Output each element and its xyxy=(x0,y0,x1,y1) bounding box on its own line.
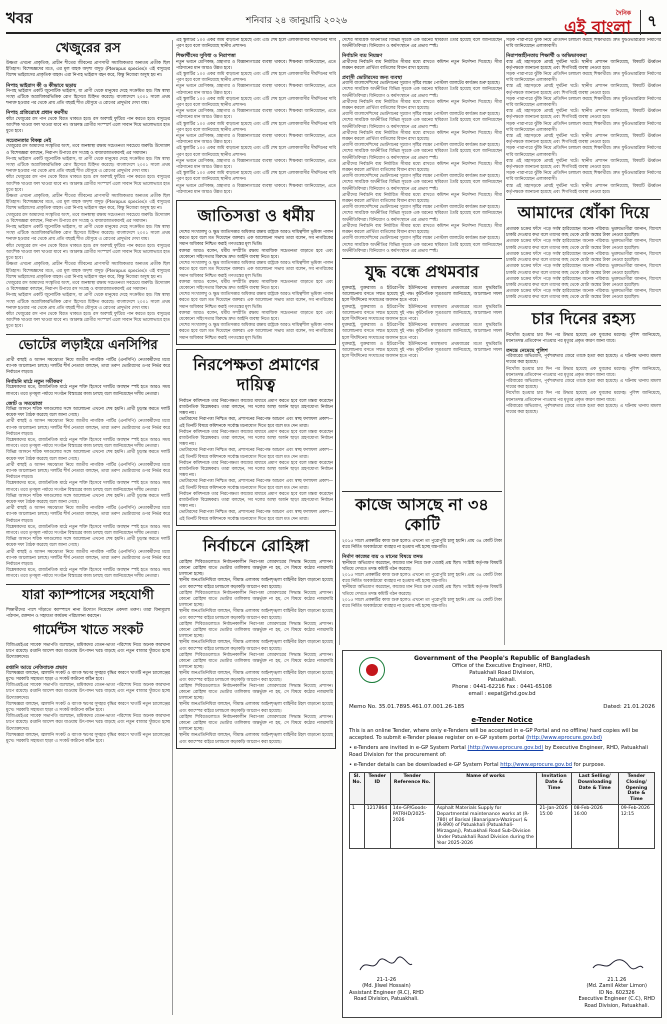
notice-para-3-text-b: for purpose. xyxy=(573,762,606,768)
article-body: প্রতারক চক্রের ফাঁদে পড়ে সর্বস্ব হারিয়েছেন অনেক পরিবার। ভুক্তভোগীরা জানান, বিদেশে চাকরি দেওয়ার কথা বলে তাদের কাছ থেকে মোটা অঙ্কের টাকা নেওয়া হয়েছিল। xyxy=(506,264,661,276)
article-body: বিভিন্ন আসনে শরিক দলগুলোর সঙ্গে আলোচনা এখনো শেষ হয়নি। প্রার্থী চূড়ান্ত করতে দলটি কয়েক দফা বৈঠক করেছে বলে জানা গেছে। xyxy=(6,537,170,549)
sig-right-name: (Md. Zamil Akter Limon) xyxy=(586,983,648,990)
article-box-rohingya xyxy=(176,530,336,749)
article-34-crore xyxy=(342,488,502,648)
article-body: প্রবাসী বাংলাদেশিদের ভোটদানের সুযোগ সৃষ্টির লক্ষ্যে পোস্টাল ব্যালটের কার্যক্রম শুরু হয়েছে। xyxy=(342,236,500,242)
signature-scribble-icon xyxy=(587,956,647,974)
article-body: নিখোঁজ হওয়ার চার দিন পর উদ্ধার হয়েছে এক যুবকের মরদেহ। পুলিশ জানিয়েছে, ময়নাতদন্ত প্রতিবেদন পাওয়ার পর মৃত্যুর প্রকৃত কারণ জানা যাবে। xyxy=(506,332,661,344)
article-body: বিশ্লেষকদের মতে, রাজনৈতিক মাঠে নতুন শক্তি হিসেবে দলটির অবস্থান স্পষ্ট হতে আরও সময় লাগবে। তবে তৃণমূল পর্যায়ে সংগঠন বিস্তারের কাজ চলছে বলে জানিয়েছেন দলীয় নেতারা। xyxy=(6,385,170,397)
article-body: প্রবাসী বাংলাদেশিদের ভোটদানের সুযোগ সৃষ্টির লক্ষ্যে পোস্টাল ব্যালটের কার্যক্রম শুরু হয়েছে। xyxy=(342,112,500,118)
article-body: শিক্ষার্থীদের পাশে দাঁড়াতে ক্যাম্পাসে নানা উদ্যোগ নিয়েছেন একদল তরুণ। তারা বিনামূল্যে পাঠদান, রক্তদান ও সহায়তা কার্যক্রম পরিচালনা করছেন। xyxy=(6,607,170,619)
th-reference: Tender Reference No. xyxy=(390,773,434,805)
article-body: প্রার্থীদের নির্বাচনি ব্যয় নির্ধারিত সীমার মধ্যে রাখতে কমিশন নতুন নির্দেশনা দিয়েছে। সীমা লঙ্ঘন করলে প্রার্থিতা বাতিলের বিধান রাখা হয়েছে। xyxy=(342,130,502,143)
headline-neutrality: নিরপেক্ষতা প্রমাণের দায়িত্ব xyxy=(193,354,319,394)
article-body: এই স্কুলটির ১০০ একর জমি বাড়ানো হয়েছে এবং এটি শেষ হলে এলাকাবাসীর দীর্ঘদিনের দাবি পূরণ হবে বলে জানিয়েছে স্থানীয় প্রশাসন। xyxy=(176,121,336,133)
article-body: দেশের সামগ্রিক অর্থনীতির বিভিন্ন সূচকে এক ধরনের স্থবিরতা তৈরি হয়েছে বলে জানিয়েছেন অর্থনীতিবিদরা। বিনিয়োগ ও কর্মসংস্থানে এর প্রভাব স্পষ্ট। xyxy=(342,118,502,130)
article-body: নিপাহ ভাইরাস একটি জুনোটিক ভাইরাস, যা প্রাণী থেকে মানুষের দেহে সংক্রমিত হয়। বিশ্ব স্বাস্থ্য সংস্থা এটিকে অগ্রাধিকারভিত্তিক রোগ হিসেবে চিহ্নিত করেছে। বাংলাদেশে ২০০১ সালে প্রথম শনাক্ত হওয়ার পর থেকে প্রায় প্রতি বছরই শীত মৌসুমে এ রোগের প্রাদুর্ভাব দেখা যায়। xyxy=(6,156,170,175)
article-subhead: নিপাহ ভাইরাস কী ও কীভাবে ছড়ায় xyxy=(6,82,77,89)
th-sl: Sl. No. xyxy=(350,773,365,805)
article-body: পরিবারের অভিযোগ, পূর্বশত্রুতার জেরে তাকে হত্যা করা হয়েছে। এ ঘটনায় থানায় মামলা দায়ের করা হয়েছে। xyxy=(506,378,661,391)
article-body: দেশের সামগ্রিক অর্থনীতির বিভিন্ন সূচকে এক ধরনের স্থবিরতা তৈরি হয়েছে বলে জানিয়েছেন অর্থনীতিবিদরা। বিনিয়োগ ও কর্মসংস্থানে এর প্রভাব স্পষ্ট। xyxy=(342,211,502,223)
article-body: এই স্কুলটির ১০০ একর জমি বাড়ানো হয়েছে এবং এটি শেষ হলে এলাকাবাসীর দীর্ঘদিনের দাবি পূরণ হবে বলে জানিয়েছে স্থানীয় প্রশাসন। xyxy=(176,38,336,50)
article-body: বক্তারা আরও বলেন, ধর্মীয় সম্প্রীতি রক্ষায় সামাজিক সচেতনতা বাড়াতে হবে এবং যেকোনো সহিংসতার বিরুদ্ধে দ্রুত আইনি ব্যবস্থা নিতে হবে। xyxy=(179,279,333,291)
emblem-dot xyxy=(366,664,378,676)
article-body: নতুন ভবনে শ্রেণিকক্ষ, গ্রন্থাগার ও বিজ্ঞানাগারের ব্যবস্থা থাকবে। শিক্ষকরা জানিয়েছেন, এতে পাঠদানের মান আরও উন্নত হবে। xyxy=(176,158,336,171)
tender-table xyxy=(349,772,655,849)
article-body: ভোটারদের নিরাপত্তা নিশ্চিত করা, প্রশাসনের নিরপেক্ষ আচরণ এবং স্বচ্ছ ফলাফল প্রকাশ—এই তিনটি বিষয়ে কমিশনকে সর্বোচ্চ মনোযোগ দিতে হবে বলে মত দেন তারা। xyxy=(179,448,333,460)
article-separator xyxy=(342,258,502,259)
article-body: যুক্তরাষ্ট্র, যুক্তরাজ্য ও ইউরোপীয় ইউনিয়নের মধ্যস্থতায় প্রথমবারের মতো যুদ্ধবিরতি আলোচনায় বসতে সম্মত হয়েছে দুই পক্ষ। কূটনৈতিক সূত্রগুলো জানিয়েছে, আলোচনা সফল হলে দীর্ঘদিনের সংঘাতের অবসান হতে পারে। xyxy=(342,304,502,322)
article-body: ব্যস্ত এই মহাসড়কে প্রায়ই দুর্ঘটনা ঘটে। স্থানীয় প্রশাসন জানিয়েছে, বিষয়টি ঊর্ধ্বতন কর্তৃপক্ষকে জানানো হয়েছে এবং শিগগিরই ব্যবস্থা নেওয়া হবে। xyxy=(506,158,661,171)
article-body: প্রবাসী বাংলাদেশিদের ভোটদানের সুযোগ সৃষ্টির লক্ষ্যে পোস্টাল ব্যালটের কার্যক্রম শুরু হয়েছে। xyxy=(342,174,500,180)
page-header xyxy=(6,6,661,38)
article-body: খেজুরের রস আমাদের সংস্কৃতির অংশ, তবে জনস্বাস্থ্য রক্ষায় সচেতনতা সবচেয়ে জরুরি। উদ্যোক্তা ও বিশেষজ্ঞরা বলছেন, নিরাপদ উপায়ে রস সংগ্রহ ও বাজারজাতকরণই এর সমাধান। xyxy=(6,212,170,224)
cell-invitation: 21-Jan-2026 15:00 xyxy=(537,804,571,848)
article-body: নির্বাচন কমিশনকে তার নিরপেক্ষতা কাজের মাধ্যমে প্রমাণ করতে হবে বলে মন্তব্য করেছেন রাজনৈতিক বিশ্লেষকরা। তারা বলছেন, সব দলের আস্থা অর্জন ছাড়া গ্রহণযোগ্য নির্বাচন সম্ভব নয়। xyxy=(179,429,333,448)
article-body: বিশ্লেষকদের মতে, রাজনৈতিক মাঠে নতুন শক্তি হিসেবে দলটির অবস্থান স্পষ্ট হতে আরও সময় লাগবে। তবে তৃণমূল পর্যায়ে সংগঠন বিস্তারের কাজ চলছে বলে জানিয়েছেন দলীয় নেতারা। xyxy=(6,568,170,580)
article-body: প্রতারক চক্রের ফাঁদে পড়ে সর্বস্ব হারিয়েছেন অনেক পরিবার। ভুক্তভোগীরা জানান, বিদেশে চাকরি দেওয়ার কথা বলে তাদের কাছ থেকে মোটা অঙ্কের টাকা নেওয়া হয়েছিল। xyxy=(506,289,661,301)
article-body: বিশেষজ্ঞরা বলছেন, জ্বালানি সংকট ও ব্যাংক ঋণের সুদহার বৃদ্ধির কারণে খাতটি নতুন চ্যালেঞ্জের মুখে। সরকারি সহায়তা ছাড়া এ সংকট কাটানো কঠিন হবে। xyxy=(6,732,170,745)
notice-para-2: • e-Tenders are invited in e-GP System Portal (http://www.eprocure.gov.bd) by Executive Engineer, RHD, Patuakhali Road Division for the procurement of: xyxy=(349,745,649,758)
signature-scribble-icon xyxy=(356,956,416,974)
article-body: সড়ক পারাপারে ঝুঁকি নিয়ে প্রতিদিন চলাচল করছে শিক্ষার্থীরা। দ্রুত ফুটওভারব্রিজ নির্মাণের দাবি জানিয়েছেন এলাকাবাসী। xyxy=(506,121,661,133)
article-body: নির্বাচন কমিশনকে তার নিরপেক্ষতা কাজের মাধ্যমে প্রমাণ করতে হবে বলে মন্তব্য করেছেন রাজনৈতিক বিশ্লেষকরা। তারা বলছেন, সব দলের আস্থা অর্জন ছাড়া গ্রহণযোগ্য নির্বাচন সম্ভব নয়। xyxy=(179,460,333,479)
notice-para-1-text: This is an online Tender, where only e-Tenders will be accepted in e-GP Portal and no offline/ hard copies will be accepted. To submit e-Tender please register on e-GP system portal xyxy=(349,728,639,741)
article-body: নিপাহ ভাইরাস একটি জুনোটিক ভাইরাস, যা প্রাণী থেকে মানুষের দেহে সংক্রমিত হয়। বিশ্ব স্বাস্থ্য সংস্থা এটিকে অগ্রাধিকারভিত্তিক রোগ হিসেবে চিহ্নিত করেছে। বাংলাদেশে ২০০১ সালে প্রথম শনাক্ত হওয়ার পর থেকে প্রায় প্রতি বছরই শীত মৌসুমে এ রোগের প্রাদুর্ভাব দেখা যায়। xyxy=(6,293,170,311)
article-body: যুক্তরাষ্ট্র, যুক্তরাজ্য ও ইউরোপীয় ইউনিয়নের মধ্যস্থতায় প্রথমবারের মতো যুদ্ধবিরতি আলোচনায় বসতে সম্মত হয়েছে দুই পক্ষ। কূটনৈতিক সূত্রগুলো জানিয়েছে, আলোচনা সফল হলে দীর্ঘদিনের সংঘাতের অবসান হতে পারে। xyxy=(342,341,502,360)
article-body: প্রার্থীদের নির্বাচনি ব্যয় নির্ধারিত সীমার মধ্যে রাখতে কমিশন নতুন নির্দেশনা দিয়েছে। সীমা লঙ্ঘন করলে প্রার্থিতা বাতিলের বিধান রাখা হয়েছে। xyxy=(342,223,502,236)
article-body: ২০১৫ সালে প্রকল্পটির কাজ শুরু হলেও এখনো তা পুরোপুরি চালু হয়নি। প্রায় ৩৪ কোটি টাকা ব্যয়ে নির্মিত অবকাঠামো ব্যবহার না হওয়ায় নষ্ট হচ্ছে যন্ত্রপাতি। xyxy=(342,573,502,585)
article-body: পরিবারের অভিযোগ, পূর্বশত্রুতার জেরে তাকে হত্যা করা হয়েছে। এ ঘটনায় থানায় মামলা দায়ের করা হয়েছে। xyxy=(506,354,661,366)
article-subhead: নির্বাচনি মাঠে নতুন সমীকরণ xyxy=(6,379,63,386)
egp-link[interactable]: http://www.eprocure.gov.bd xyxy=(500,762,573,768)
article-body: সড়ক পারাপারে ঝুঁকি নিয়ে প্রতিদিন চলাচল করছে শিক্ষার্থীরা। দ্রুত ফুটওভারব্রিজ নির্মাণের দাবি জানিয়েছেন এলাকাবাসী। xyxy=(506,96,661,109)
sig-left-name: (Md. Jilwel Hossain) xyxy=(362,983,411,990)
signature-block xyxy=(349,956,655,1009)
gov-line-4: Patuakhali. xyxy=(487,677,517,683)
notice-para-3-text: e-Tender details can be downloaded e-GP System Portal xyxy=(353,762,499,768)
article-separator xyxy=(506,199,661,200)
tender-table-header xyxy=(350,773,655,805)
article-body: প্রবাসী বাংলাদেশিদের ভোটদানের সুযোগ সৃষ্টির লক্ষ্যে পোস্টাল ব্যালটের কার্যক্রম শুরু হয়েছে। xyxy=(342,205,500,211)
article-body: প্রবাসী বাংলাদেশিদের ভোটদানের সুযোগ সৃষ্টির লক্ষ্যে পোস্টাল ব্যালটের কার্যক্রম শুরু হয়েছে। xyxy=(342,81,500,87)
page-number: ৭ xyxy=(640,10,657,35)
article-body: নতুন ভবনে শ্রেণিকক্ষ, গ্রন্থাগার ও বিজ্ঞানাগারের ব্যবস্থা থাকবে। শিক্ষকরা জানিয়েছেন, এতে পাঠদানের মান আরও উন্নত হবে। xyxy=(176,84,336,96)
article-body: খেজুরের রস আমাদের সংস্কৃতির অংশ, তবে জনস্বাস্থ্য রক্ষায় সচেতনতা সবচেয়ে জরুরি। উদ্যোক্তা ও বিশেষজ্ঞরা বলছেন, নিরাপদ উপায়ে রস সংগ্রহ ও বাজারজাতকরণই এর সমাধান। xyxy=(6,280,170,293)
headline-date-juice: খেজুরের রস xyxy=(55,41,121,56)
article-body: দেশের সামগ্রিক অর্থনীতির বিভিন্ন সূচকে এক ধরনের স্থবিরতা তৈরি হয়েছে বলে জানিয়েছেন অর্থনীতিবিদরা। বিনিয়োগ ও কর্মসংস্থানে এর প্রভাব স্পষ্ট। xyxy=(342,180,502,192)
signature-right xyxy=(578,956,655,1009)
headline-ncp: ভোটের লড়াইয়ে এনসিপির xyxy=(18,337,158,353)
issue-date: শনিবার ২৪ জানুয়ারি ২০২৬ xyxy=(246,16,347,26)
article-body: দেশের সংখ্যালঘু ও ক্ষুদ্র জাতিসত্তার অধিকার রক্ষায় রাষ্ট্রকে আরও দায়িত্বশীল ভূমিকা পালন করতে হবে বলে মত দিয়েছেন বক্তারা। এক আলোচনা সভায় তারা বলেন, সব নাগরিকের সমান অধিকার নিশ্চিত করাই গণতন্ত্রের মূল ভিত্তি। xyxy=(179,230,333,248)
article-body: যুক্তরাষ্ট্র, যুক্তরাজ্য ও ইউরোপীয় ইউনিয়নের মধ্যস্থতায় প্রথমবারের মতো যুদ্ধবিরতি আলোচনায় বসতে সম্মত হয়েছে দুই পক্ষ। কূটনৈতিক সূত্রগুলো জানিয়েছে, আলোচনা সফল হলে দীর্ঘদিনের সংঘাতের অবসান হতে পারে। xyxy=(342,285,502,304)
article-body: প্রতারক চক্রের ফাঁদে পড়ে সর্বস্ব হারিয়েছেন অনেক পরিবার। ভুক্তভোগীরা জানান, বিদেশে চাকরি দেওয়ার কথা বলে তাদের কাছ থেকে মোটা অঙ্কের টাকা নেওয়া হয়েছিল। xyxy=(506,239,661,251)
article-body: প্রার্থীদের নির্বাচনি ব্যয় নির্ধারিত সীমার মধ্যে রাখতে কমিশন নতুন নির্দেশনা দিয়েছে। সীমা লঙ্ঘন করলে প্রার্থিতা বাতিলের বিধান রাখা হয়েছে। xyxy=(342,161,502,174)
article-body: নিপাহ ভাইরাস একটি জুনোটিক ভাইরাস, যা প্রাণী থেকে মানুষের দেহে সংক্রমিত হয়। বিশ্ব স্বাস্থ্য সংস্থা এটিকে অগ্রাধিকারভিত্তিক রোগ হিসেবে চিহ্নিত করেছে। বাংলাদেশে ২০০১ সালে প্রথম শনাক্ত হওয়ার পর থেকে প্রায় প্রতি বছরই শীত মৌসুমে এ রোগের প্রাদুর্ভাব দেখা যায়। xyxy=(6,88,170,107)
cell-reference: 14e-GP/Goods-PATRHD/2025-2026 xyxy=(390,804,434,848)
headline-34-crore: কাজে আসছে না ৩৪ কোটি xyxy=(355,495,489,534)
article-body: প্রার্থীদের নির্বাচনি ব্যয় নির্ধারিত সীমার মধ্যে রাখতে কমিশন নতুন নির্দেশনা দিয়েছে। সীমা লঙ্ঘন করলে প্রার্থিতা বাতিলের বিধান রাখা হয়েছে। xyxy=(342,59,502,71)
article-body: ব্যস্ত এই মহাসড়কে প্রায়ই দুর্ঘটনা ঘটে। স্থানীয় প্রশাসন জানিয়েছে, বিষয়টি ঊর্ধ্বতন কর্তৃপক্ষকে জানানো হয়েছে এবং শিগগিরই ব্যবস্থা নেওয়া হবে। xyxy=(506,84,661,96)
masthead-logo-text: এই বাংলা xyxy=(564,18,631,38)
etender-notice xyxy=(342,650,662,1018)
article-body: প্রার্থী বাছাই ও আসন সমঝোতা নিয়ে জাতীয় নাগরিক পার্টির (এনসিপি) নেতাকর্মীদের মধ্যে ব্যাপক আলোচনা চলছে। দলটির শীর্ষ নেতারা বলছেন, তারা তরুণ ভোটারদের ওপর নির্ভর করে নির্বাচনে লড়বে। xyxy=(6,357,170,375)
th-works: Name of works xyxy=(434,773,537,805)
cell-tender-id: 1217864 xyxy=(364,804,390,848)
notice-para-2-text: e-Tenders are invited in e-GP System Portal xyxy=(353,745,466,751)
sig-right-date: 21.1.26 xyxy=(607,976,627,983)
article-body: এই স্কুলটির ১০০ একর জমি বাড়ানো হয়েছে এবং এটি শেষ হলে এলাকাবাসীর দীর্ঘদিনের দাবি পূরণ হবে বলে জানিয়েছে স্থানীয় প্রশাসন। xyxy=(176,171,336,183)
article-body: এই স্কুলটির ১০০ একর জমি বাড়ানো হয়েছে এবং এটি শেষ হলে এলাকাবাসীর দীর্ঘদিনের দাবি পূরণ হবে বলে জানিয়েছে স্থানীয় প্রশাসন। xyxy=(176,72,336,84)
article-separator xyxy=(6,584,170,585)
memo-line xyxy=(349,704,655,711)
gov-line-2: Office of the Executive Engineer, RHD, xyxy=(451,663,553,669)
article-body: রোহিঙ্গা শিবিরগুলোতে নির্বাচনকালীন নিরাপত্তা জোরদারের সিদ্ধান্ত নিয়েছে প্রশাসন। কোনো রোহিঙ্গা যাতে ভোটার তালিকায় অন্তর্ভুক্ত না হয়, সে বিষয়ে কঠোর নজরদারি চালানো হচ্ছে। xyxy=(179,714,333,733)
article-body: ভোটারদের নিরাপত্তা নিশ্চিত করা, প্রশাসনের নিরপেক্ষ আচরণ এবং স্বচ্ছ ফলাফল প্রকাশ—এই তিনটি বিষয়ে কমিশনকে সর্বোচ্চ মনোযোগ দিতে হবে বলে মত দেন তারা। xyxy=(179,417,333,429)
headline-fraud: আমাদের ধোঁকা দিয়ে xyxy=(517,203,650,223)
article-body: এই স্কুলটির ১০০ একর জমি বাড়ানো হয়েছে এবং এটি শেষ হলে এলাকাবাসীর দীর্ঘদিনের দাবি পূরণ হবে বলে জানিয়েছে স্থানীয় প্রশাসন। xyxy=(176,96,336,109)
article-body: প্রার্থী বাছাই ও আসন সমঝোতা নিয়ে জাতীয় নাগরিক পার্টির (এনসিপি) নেতাকর্মীদের মধ্যে ব্যাপক আলোচনা চলছে। দলটির শীর্ষ নেতারা বলছেন, তারা তরুণ ভোটারদের ওপর নির্ভর করে নির্বাচনে লড়বে। xyxy=(6,462,170,481)
egp-link[interactable]: (http://www.eprocure.gov.bd) xyxy=(526,735,603,741)
th-last-selling: Last Selling/ Downloading Date & Time xyxy=(571,773,618,805)
article-body: প্রবাসী বাংলাদেশিদের ভোটদানের সুযোগ সৃষ্টির লক্ষ্যে পোস্টাল ব্যালটের কার্যক্রম শুরু হয়েছে। xyxy=(342,143,500,149)
article-body: এই স্কুলটির ১০০ একর জমি বাড়ানো হয়েছে এবং এটি শেষ হলে এলাকাবাসীর দীর্ঘদিনের দাবি পূরণ হবে বলে জানিয়েছে স্থানীয় প্রশাসন। xyxy=(176,146,336,158)
notice-para-2-text-b: by Executive Engineer, RHD, Patuakhali Road Division for the procurement of: xyxy=(349,745,649,758)
egp-link[interactable]: (http://www.eprocure.gov.bd) xyxy=(467,745,544,751)
article-body: সড়ক পারাপারে ঝুঁকি নিয়ে প্রতিদিন চলাচল করছে শিক্ষার্থীরা। দ্রুত ফুটওভারব্রিজ নির্মাণের দাবি জানিয়েছেন এলাকাবাসী। xyxy=(506,146,661,158)
government-emblem-icon xyxy=(359,657,385,683)
article-body: প্রতারক চক্রের ফাঁদে পড়ে সর্বস্ব হারিয়েছেন অনেক পরিবার। ভুক্তভোগীরা জানান, বিদেশে চাকরি দেওয়ার কথা বলে তাদের কাছ থেকে মোটা অঙ্কের টাকা নেওয়া হয়েছিল। xyxy=(506,276,661,288)
cell-last-selling: 08-Feb-2026 16:00 xyxy=(571,804,618,848)
column-2 xyxy=(176,38,336,998)
article-body: নিখোঁজ হওয়ার চার দিন পর উদ্ধার হয়েছে এক যুবকের মরদেহ। পুলিশ জানিয়েছে, ময়নাতদন্ত প্রতিবেদন পাওয়ার পর মৃত্যুর প্রকৃত কারণ জানা যাবে। xyxy=(506,391,661,403)
article-body: সড়ক পারাপারে ঝুঁকি নিয়ে প্রতিদিন চলাচল করছে শিক্ষার্থীরা। দ্রুত ফুটওভারব্রিজ নির্মাণের দাবি জানিয়েছেন এলাকাবাসী। xyxy=(506,72,661,84)
article-body: নতুন ভবনে শ্রেণিকক্ষ, গ্রন্থাগার ও বিজ্ঞানাগারের ব্যবস্থা থাকবে। শিক্ষকরা জানিয়েছেন, এতে পাঠদানের মান আরও উন্নত হবে। xyxy=(176,59,336,71)
article-subhead: রপ্তানি আয়ে নেতিবাচক প্রভাব xyxy=(6,664,68,671)
sig-left-office: Road Division, Patuakhali. xyxy=(354,996,419,1003)
article-body: পরিবারের অভিযোগ, পূর্বশত্রুতার জেরে তাকে হত্যা করা হয়েছে। এ ঘটনায় থানায় মামলা দায়ের করা হয়েছে। xyxy=(506,403,661,415)
article-body: কাঁচা খেজুরের রস পান থেকে বিরত থাকতে হবে। রস অবশ্যই ফুটিয়ে পান করতে হবে। বাদুড়ের আংশিক খাওয়া ফল খাওয়া যাবে না। আক্রান্ত রোগীর সংস্পর্শে এলে সাবান দিয়ে ভালোভাবে হাত ধুতে হবে। xyxy=(6,311,170,330)
article-body: রোহিঙ্গা শিবিরগুলোতে নির্বাচনকালীন নিরাপত্তা জোরদারের সিদ্ধান্ত নিয়েছে প্রশাসন। কোনো রোহিঙ্গা যাতে ভোটার তালিকায় অন্তর্ভুক্ত না হয়, সে বিষয়ে কঠোর নজরদারি চালানো হচ্ছে। xyxy=(179,652,333,671)
article-body: সড়ক পারাপারে ঝুঁকি নিয়ে প্রতিদিন চলাচল করছে শিক্ষার্থীরা। দ্রুত ফুটওভারব্রিজ নির্মাণের দাবি জানিয়েছেন এলাকাবাসী। xyxy=(506,38,661,50)
column-1 xyxy=(6,38,170,1018)
article-body: রোহিঙ্গা শিবিরগুলোতে নির্বাচনকালীন নিরাপত্তা জোরদারের সিদ্ধান্ত নিয়েছে প্রশাসন। কোনো রোহিঙ্গা যাতে ভোটার তালিকায় অন্তর্ভুক্ত না হয়, সে বিষয়ে কঠোর নজরদারি চালানো হচ্ছে। xyxy=(179,621,333,640)
article-body: প্রার্থী বাছাই ও আসন সমঝোতা নিয়ে জাতীয় নাগরিক পার্টির (এনসিপি) নেতাকর্মীদের মধ্যে ব্যাপক আলোচনা চলছে। দলটির শীর্ষ নেতারা বলছেন, তারা তরুণ ভোটারদের ওপর নির্ভর করে নির্বাচনে লড়বে। xyxy=(6,419,170,437)
cell-sl: 1 xyxy=(350,804,365,848)
article-body: ব্যস্ত এই মহাসড়কে প্রায়ই দুর্ঘটনা ঘটে। স্থানীয় প্রশাসন জানিয়েছে, বিষয়টি ঊর্ধ্বতন কর্তৃপক্ষকে জানানো হয়েছে এবং শিগগিরই ব্যবস্থা নেওয়া হবে। xyxy=(506,183,661,195)
article-subhead: নির্বাচনি ব্যয় নিয়ন্ত্রণ xyxy=(342,53,383,60)
article-body: বক্তারা আরও বলেন, ধর্মীয় সম্প্রীতি রক্ষায় সামাজিক সচেতনতা বাড়াতে হবে এবং যেকোনো সহিংসতার বিরুদ্ধে দ্রুত আইনি ব্যবস্থা নিতে হবে। xyxy=(179,248,333,260)
article-body: নতুন ভবনে শ্রেণিকক্ষ, গ্রন্থাগার ও বিজ্ঞানাগারের ব্যবস্থা থাকবে। শিক্ষকরা জানিয়েছেন, এতে পাঠদানের মান আরও উন্নত হবে। xyxy=(176,134,336,146)
article-body: উষ্ণতা এখনো প্রাকৃতিক, প্রাচীন শীতের জীবনের প্রাণসাথী সমাজিকতার অন্যতম প্রতীক ছিল ইতিহাস। বিশেষজ্ঞদের মতে, এর মূল বাহক অদৃশ্য বাদুড় (Pteropus species)। এই বাদুড়ের বিশেষ ভাইরাসের প্রাকৃতিক বাহক। এরা নিপাহ ভাইরাস বহন করে, কিন্তু নিজেরা অসুস্থ হয় না। xyxy=(6,262,170,280)
office-phone: Phone : 0441-62216 Fax : 0441-65108 xyxy=(452,684,552,690)
notice-para-1 xyxy=(349,728,655,742)
article-body: খেজুরের রস আমাদের সংস্কৃতির অংশ, তবে জনস্বাস্থ্য রক্ষায় সচেতনতা সবচেয়ে জরুরি। উদ্যোক্তা ও বিশেষজ্ঞরা বলছেন, নিরাপদ উপায়ে রস সংগ্রহ ও বাজারজাতকরণই এর সমাধান। xyxy=(6,144,170,156)
article-body: স্থানীয় জনপ্রতিনিধিরা বলছেন, সীমান্ত এলাকায় আইনশৃঙ্খলা বাহিনীর টহল বাড়ানো হয়েছে এবং ক্যাম্পের বাইরে চলাচলে কড়াকড়ি আরোপ করা হয়েছে। xyxy=(179,578,333,590)
article-body: কাঁচা খেজুরের রস পান থেকে বিরত থাকতে হবে। রস অবশ্যই ফুটিয়ে পান করতে হবে। বাদুড়ের আংশিক খাওয়া ফল খাওয়া যাবে না। আক্রান্ত রোগীর সংস্পর্শে এলে সাবান দিয়ে ভালোভাবে হাত ধুতে হবে। xyxy=(6,175,170,193)
article-subhead: তদন্তে নেমেছে পুলিশ xyxy=(506,347,548,354)
sig-right-title: Executive Engineer (C.C), RHD xyxy=(578,996,655,1003)
article-body: উষ্ণতা এখনো প্রাকৃতিক, প্রাচীন শীতের জীবনের প্রাণসাথী সমাজিকতার অন্যতম প্রতীক ছিল ইতিহাস। বিশেষজ্ঞদের মতে, এর মূল বাহক অদৃশ্য বাদুড় (Pteropus species)। এই বাদুড়ের বিশেষ ভাইরাসের প্রাকৃতিক বাহক। এরা নিপাহ ভাইরাস বহন করে, কিন্তু নিজেরা অসুস্থ হয় না। xyxy=(6,194,170,212)
article-body: স্থানীয় জনপ্রতিনিধিরা বলছেন, সীমান্ত এলাকায় আইনশৃঙ্খলা বাহিনীর টহল বাড়ানো হয়েছে এবং ক্যাম্পের বাইরে চলাচলে কড়াকড়ি আরোপ করা হয়েছে। xyxy=(179,671,333,683)
cell-closing: 09-Feb-2026 12:15 xyxy=(618,804,654,848)
article-body: বিজিএমইএর সাবেক সভাপতি বলেছেন, শ্রমিকদের বেতন-ভাতা পরিশোধ নিয়ে অনেক কারখানা চাপে রয়েছে। রপ্তানি আদেশ কমে যাওয়ায় উৎপাদন খরচ বাড়ছে এবং নতুন বাজার খুঁজতে হচ্ছে উদ্যোক্তাদের। xyxy=(6,714,170,732)
article-body: বিভিন্ন আসনে শরিক দলগুলোর সঙ্গে আলোচনা এখনো শেষ হয়নি। প্রার্থী চূড়ান্ত করতে দলটি কয়েক দফা বৈঠক করেছে বলে জানা গেছে। xyxy=(6,450,170,462)
article-body: সড়ক পারাপারে ঝুঁকি নিয়ে প্রতিদিন চলাচল করছে শিক্ষার্থীরা। দ্রুত ফুটওভারব্রিজ নির্মাণের দাবি জানিয়েছেন এলাকাবাসী। xyxy=(506,171,661,183)
article-body: কাঁচা খেজুরের রস পান থেকে বিরত থাকতে হবে। রস অবশ্যই ফুটিয়ে পান করতে হবে। বাদুড়ের আংশিক খাওয়া ফল খাওয়া যাবে না। আক্রান্ত রোগীর সংস্পর্শে এলে সাবান দিয়ে ভালোভাবে হাত ধুতে হবে। xyxy=(6,243,170,262)
gov-line-1: Government of the People's Republic of Bangladesh xyxy=(413,655,591,662)
article-subhead: জোট ও সমঝোতা xyxy=(6,400,43,407)
notice-para-3: • e-Tender details can be downloaded e-GP System Portal http://www.eprocure.gov.bd for purpose. xyxy=(349,762,606,768)
article-body: স্থানীয় জনপ্রতিনিধিরা বলছেন, সীমান্ত এলাকায় আইনশৃঙ্খলা বাহিনীর টহল বাড়ানো হয়েছে এবং ক্যাম্পের বাইরে চলাচলে কড়াকড়ি আরোপ করা হয়েছে। xyxy=(179,609,333,621)
headline-war-stop: যুদ্ধ বন্ধে প্রথমবার xyxy=(365,261,479,281)
article-body: বিশেষজ্ঞরা বলছেন, জ্বালানি সংকট ও ব্যাংক ঋণের সুদহার বৃদ্ধির কারণে খাতটি নতুন চ্যালেঞ্জের মুখে। সরকারি সহায়তা ছাড়া এ সংকট কাটানো কঠিন হবে। xyxy=(6,670,170,683)
article-body: বিশ্লেষকদের মতে, রাজনৈতিক মাঠে নতুন শক্তি হিসেবে দলটির অবস্থান স্পষ্ট হতে আরও সময় লাগবে। তবে তৃণমূল পর্যায়ে সংগঠন বিস্তারের কাজ চলছে বলে জানিয়েছেন দলীয় নেতারা। xyxy=(6,524,170,537)
column-divider xyxy=(504,40,505,645)
article-body: ২০১৫ সালে প্রকল্পটির কাজ শুরু হলেও এখনো তা পুরোপুরি চালু হয়নি। প্রায় ৩৪ কোটি টাকা ব্যয়ে নির্মিত অবকাঠামো ব্যবহার না হওয়ায় নষ্ট হচ্ছে যন্ত্রপাতি। xyxy=(342,539,502,551)
article-separator xyxy=(506,305,661,306)
headline-rohingya: নির্বাচনে রোহিঙ্গা xyxy=(202,535,310,555)
article-body: দেশের সামগ্রিক অর্থনীতির বিভিন্ন সূচকে এক ধরনের স্থবিরতা তৈরি হয়েছে বলে জানিয়েছেন অর্থনীতিবিদরা। বিনিয়োগ ও কর্মসংস্থানে এর প্রভাব স্পষ্ট। xyxy=(342,149,502,161)
column-divider xyxy=(339,40,340,645)
section-label: খবর xyxy=(6,8,33,27)
article-body: বিশ্লেষকদের মতে, রাজনৈতিক মাঠে নতুন শক্তি হিসেবে দলটির অবস্থান স্পষ্ট হতে আরও সময় লাগবে। তবে তৃণমূল পর্যায়ে সংগঠন বিস্তারের কাজ চলছে বলে জানিয়েছেন দলীয় নেতারা। xyxy=(6,481,170,493)
article-subhead: নির্মাণ কাজের ব্যয় ও মানের বিষয়ে তদন্ত xyxy=(342,554,423,561)
memo-number: Memo No. 35.01.7895.461.07.001.26-185 xyxy=(349,704,465,710)
article-body: নতুন ভবনে শ্রেণিকক্ষ, গ্রন্থাগার ও বিজ্ঞানাগারের ব্যবস্থা থাকবে। শিক্ষকরা জানিয়েছেন, এতে পাঠদানের মান আরও উন্নত হবে। xyxy=(176,109,336,121)
article-subhead: নিরাপত্তাহীনতায় শিক্ষার্থী ও অভিভাবকরা xyxy=(506,53,587,60)
article-body: প্রতারক চক্রের ফাঁদে পড়ে সর্বস্ব হারিয়েছেন অনেক পরিবার। ভুক্তভোগীরা জানান, বিদেশে চাকরি দেওয়ার কথা বলে তাদের কাছ থেকে মোটা অঙ্কের টাকা নেওয়া হয়েছিল। xyxy=(506,227,661,239)
article-body: বিভিন্ন আসনে শরিক দলগুলোর সঙ্গে আলোচনা এখনো শেষ হয়নি। প্রার্থী চূড়ান্ত করতে দলটি কয়েক দফা বৈঠক করেছে বলে জানা গেছে। xyxy=(6,493,170,505)
column-4 xyxy=(506,38,661,648)
article-separator xyxy=(342,491,502,492)
article-body: ব্যস্ত এই মহাসড়কে প্রায়ই দুর্ঘটনা ঘটে। স্থানীয় প্রশাসন জানিয়েছে, বিষয়টি ঊর্ধ্বতন কর্তৃপক্ষকে জানানো হয়েছে এবং শিগগিরই ব্যবস্থা নেওয়া হবে। xyxy=(506,134,661,146)
article-body: প্রার্থীদের নির্বাচনি ব্যয় নির্ধারিত সীমার মধ্যে রাখতে কমিশন নতুন নির্দেশনা দিয়েছে। সীমা লঙ্ঘন করলে প্রার্থিতা বাতিলের বিধান রাখা হয়েছে। xyxy=(342,99,502,112)
article-body: নিপাহ ভাইরাস একটি জুনোটিক ভাইরাস, যা প্রাণী থেকে মানুষের দেহে সংক্রমিত হয়। বিশ্ব স্বাস্থ্য সংস্থা এটিকে অগ্রাধিকারভিত্তিক রোগ হিসেবে চিহ্নিত করেছে। বাংলাদেশে ২০০১ সালে প্রথম শনাক্ত হওয়ার পর থেকে প্রায় প্রতি বছরই শীত মৌসুমে এ রোগের প্রাদুর্ভাব দেখা যায়। xyxy=(6,225,170,243)
article-body: প্রার্থী বাছাই ও আসন সমঝোতা নিয়ে জাতীয় নাগরিক পার্টির (এনসিপি) নেতাকর্মীদের মধ্যে ব্যাপক আলোচনা চলছে। দলটির শীর্ষ নেতারা বলছেন, তারা তরুণ ভোটারদের ওপর নির্ভর করে নির্বাচনে লড়বে। xyxy=(6,506,170,524)
sig-right-id: ID No. 602326 xyxy=(598,989,635,996)
article-body: বিভিন্ন আসনে শরিক দলগুলোর সঙ্গে আলোচনা এখনো শেষ হয়নি। প্রার্থী চূড়ান্ত করতে দলটি কয়েক দফা বৈঠক করেছে বলে জানা গেছে। xyxy=(6,406,170,419)
masthead-logo-small: দৈনিক xyxy=(615,10,631,17)
article-body: উষ্ণতা এখনো প্রাকৃতিক, প্রাচীন শীতের জীবনের প্রাণসাথী সমাজিকতার অন্যতম প্রতীক ছিল ইতিহাস। বিশেষজ্ঞদের মতে, এর মূল বাহক অদৃশ্য বাদুড় (Pteropus species)। এই বাদুড়ের বিশেষ ভাইরাসের প্রাকৃতিক বাহক। এরা নিপাহ ভাইরাস বহন করে, কিন্তু নিজেরা অসুস্থ হয় না। xyxy=(6,61,170,79)
notice-title: e-Tender Notice xyxy=(471,716,533,724)
article-body: যুক্তরাষ্ট্র, যুক্তরাজ্য ও ইউরোপীয় ইউনিয়নের মধ্যস্থতায় প্রথমবারের মতো যুদ্ধবিরতি আলোচনায় বসতে সম্মত হয়েছে দুই পক্ষ। কূটনৈতিক সূত্রগুলো জানিয়েছে, আলোচনা সফল হলে দীর্ঘদিনের সংঘাতের অবসান হতে পারে। xyxy=(342,323,502,341)
article-subhead: সচেতনতার বিকল্প নেই xyxy=(6,138,52,145)
article-box-neutrality xyxy=(176,349,336,526)
gov-line-3: Patuakhali Road Division, xyxy=(469,670,535,676)
th-invitation: Invitation Date & Time xyxy=(537,773,571,805)
article-body: ২০১৫ সালে প্রকল্পটির কাজ শুরু হলেও এখনো তা পুরোপুরি চালু হয়নি। প্রায় ৩৪ কোটি টাকা ব্যয়ে নির্মিত অবকাঠামো ব্যবহার না হওয়ায় নষ্ট হচ্ছে যন্ত্রপাতি। xyxy=(342,597,502,610)
article-box-ethnicity xyxy=(176,200,336,345)
column-divider xyxy=(172,40,173,1015)
article-body: রোহিঙ্গা শিবিরগুলোতে নির্বাচনকালীন নিরাপত্তা জোরদারের সিদ্ধান্ত নিয়েছে প্রশাসন। কোনো রোহিঙ্গা যাতে ভোটার তালিকায় অন্তর্ভুক্ত না হয়, সে বিষয়ে কঠোর নজরদারি চালানো হচ্ছে। xyxy=(179,559,333,578)
cell-works: Asphalt Materials Supply for Departmental maintenance works at (R-780) of Barisal (Banaripara-Wazirpur) & (R-890) of Patuakhali (Patuakhali-Mirzaganj), Patuakhali Road Sub-Division Under Patuakhali Road Division during the Year 2025-2026 xyxy=(434,804,537,848)
article-body: কাঁচা খেজুরের রস পান থেকে বিরত থাকতে হবে। রস অবশ্যই ফুটিয়ে পান করতে হবে। বাদুড়ের আংশিক খাওয়া ফল খাওয়া যাবে না। আক্রান্ত রোগীর সংস্পর্শে এলে সাবান দিয়ে ভালোভাবে হাত ধুতে হবে। xyxy=(6,116,170,135)
sig-right-office: Road Division, Patuakhali. xyxy=(584,1002,650,1009)
article-body: নির্বাচন কমিশনকে তার নিরপেক্ষতা কাজের মাধ্যমে প্রমাণ করতে হবে বলে মন্তব্য করেছেন রাজনৈতিক বিশ্লেষকরা। তারা বলছেন, সব দলের আস্থা অর্জন ছাড়া গ্রহণযোগ্য নির্বাচন সম্ভব নয়। xyxy=(179,491,333,510)
article-body: বিজিএমইএর সাবেক সভাপতি বলেছেন, শ্রমিকদের বেতন-ভাতা পরিশোধ নিয়ে অনেক কারখানা চাপে রয়েছে। রপ্তানি আদেশ কমে যাওয়ায় উৎপাদন খরচ বাড়ছে এবং নতুন বাজার খুঁজতে হচ্ছে উদ্যোক্তাদের। xyxy=(6,683,170,701)
article-body: বিজিএমইএর সাবেক সভাপতি বলেছেন, শ্রমিকদের বেতন-ভাতা পরিশোধ নিয়ে অনেক কারখানা চাপে রয়েছে। রপ্তানি আদেশ কমে যাওয়ায় উৎপাদন খরচ বাড়ছে এবং নতুন বাজার খুঁজতে হচ্ছে উদ্যোক্তাদের। xyxy=(6,643,170,661)
article-body: রোহিঙ্গা শিবিরগুলোতে নির্বাচনকালীন নিরাপত্তা জোরদারের সিদ্ধান্ত নিয়েছে প্রশাসন। কোনো রোহিঙ্গা যাতে ভোটার তালিকায় অন্তর্ভুক্ত না হয়, সে বিষয়ে কঠোর নজরদারি চালানো হচ্ছে। xyxy=(179,683,333,702)
article-body: রোহিঙ্গা শিবিরগুলোতে নির্বাচনকালীন নিরাপত্তা জোরদারের সিদ্ধান্ত নিয়েছে প্রশাসন। কোনো রোহিঙ্গা যাতে ভোটার তালিকায় অন্তর্ভুক্ত না হয়, সে বিষয়ে কঠোর নজরদারি চালানো হচ্ছে। xyxy=(179,590,333,609)
article-body: স্থানীয় জনপ্রতিনিধিরা বলছেন, সীমান্ত এলাকায় আইনশৃঙ্খলা বাহিনীর টহল বাড়ানো হয়েছে এবং ক্যাম্পের বাইরে চলাচলে কড়াকড়ি আরোপ করা হয়েছে। xyxy=(179,640,333,652)
article-body: স্থানীয়রা অভিযোগ করেছেন, কাজের মান নিয়ে শুরু থেকেই প্রশ্ন ছিল। সংশ্লিষ্ট কর্তৃপক্ষ বিষয়টি খতিয়ে দেখতে তদন্ত কমিটি গঠন করেছে। xyxy=(342,560,502,572)
article-body: নতুন ভবনে শ্রেণিকক্ষ, গ্রন্থাগার ও বিজ্ঞানাগারের ব্যবস্থা থাকবে। শিক্ষকরা জানিয়েছেন, এতে পাঠদানের মান আরও উন্নত হবে। xyxy=(176,183,336,195)
th-closing: Tender Closing/ Opening Date & Time xyxy=(618,773,654,805)
table-row xyxy=(350,804,655,848)
article-body: নিখোঁজ হওয়ার চার দিন পর উদ্ধার হয়েছে এক যুবকের মরদেহ। পুলিশ জানিয়েছে, ময়নাতদন্ত প্রতিবেদন পাওয়ার পর মৃত্যুর প্রকৃত কারণ জানা যাবে। xyxy=(506,366,661,378)
article-separator xyxy=(6,334,170,335)
headline-campus: যারা ক্যাম্পাসের সহযোগী xyxy=(22,587,154,603)
sig-left-date: 21-1-26 xyxy=(376,976,397,983)
article-body: স্থানীয় জনপ্রতিনিধিরা বলছেন, সীমান্ত এলাকায় আইনশৃঙ্খলা বাহিনীর টহল বাড়ানো হয়েছে এবং ক্যাম্পের বাইরে চলাচলে কড়াকড়ি আরোপ করা হয়েছে। xyxy=(179,733,333,745)
article-body: দেশের সংখ্যালঘু ও ক্ষুদ্র জাতিসত্তার অধিকার রক্ষায় রাষ্ট্রকে আরও দায়িত্বশীল ভূমিকা পালন করতে হবে বলে মত দিয়েছেন বক্তারা। এক আলোচনা সভায় তারা বলেন, সব নাগরিকের সমান অধিকার নিশ্চিত করাই গণতন্ত্রের মূল ভিত্তি। xyxy=(179,292,333,310)
article-body: দেশের সামগ্রিক অর্থনীতির বিভিন্ন সূচকে এক ধরনের স্থবিরতা তৈরি হয়েছে বলে জানিয়েছেন অর্থনীতিবিদরা। বিনিয়োগ ও কর্মসংস্থানে এর প্রভাব স্পষ্ট। xyxy=(342,87,502,99)
article-body: দেশের সামগ্রিক অর্থনীতির বিভিন্ন সূচকে এক ধরনের স্থবিরতা তৈরি হয়েছে বলে জানিয়েছেন অর্থনীতিবিদরা। বিনিয়োগ ও কর্মসংস্থানে এর প্রভাব স্পষ্ট। xyxy=(342,38,502,50)
article-body: ব্যস্ত এই মহাসড়কে প্রায়ই দুর্ঘটনা ঘটে। স্থানীয় প্রশাসন জানিয়েছে, বিষয়টি ঊর্ধ্বতন কর্তৃপক্ষকে জানানো হয়েছে এবং শিগগিরই ব্যবস্থা নেওয়া হবে। xyxy=(506,109,661,121)
sig-left-title: Assistant Engineer (R.C), RHD xyxy=(349,989,424,996)
article-body: বিশেষজ্ঞরা বলছেন, জ্বালানি সংকট ও ব্যাংক ঋণের সুদহার বৃদ্ধির কারণে খাতটি নতুন চ্যালেঞ্জের মুখে। সরকারি সহায়তা ছাড়া এ সংকট কাটানো কঠিন হবে। xyxy=(6,701,170,714)
headline-garments: গার্মেন্টস খাতে সংকট xyxy=(32,623,144,639)
memo-date: Dated: 21.01.2026 xyxy=(603,704,655,710)
article-subhead: শিক্ষার্থীদের সুবিধা ও নিরাপত্তা xyxy=(176,53,236,60)
article-body: স্থানীয়রা অভিযোগ করেছেন, কাজের মান নিয়ে শুরু থেকেই প্রশ্ন ছিল। সংশ্লিষ্ট কর্তৃপক্ষ বিষয়টি খতিয়ে দেখতে তদন্ত কমিটি গঠন করেছে। xyxy=(342,585,502,597)
article-subhead: নিপাহ প্রতিরোধে প্রধান করণীয় xyxy=(6,110,68,117)
article-body: প্রার্থীদের নির্বাচনি ব্যয় নির্ধারিত সীমার মধ্যে রাখতে কমিশন নতুন নির্দেশনা দিয়েছে। সীমা লঙ্ঘন করলে প্রার্থিতা বাতিলের বিধান রাখা হয়েছে। xyxy=(342,192,502,205)
article-body: স্থানীয় জনপ্রতিনিধিরা বলছেন, সীমান্ত এলাকায় আইনশৃঙ্খলা বাহিনীর টহল বাড়ানো হয়েছে এবং ক্যাম্পের বাইরে চলাচলে কড়াকড়ি আরোপ করা হয়েছে। xyxy=(179,702,333,714)
headline-mystery: চার দিনের রহস্য xyxy=(531,308,636,328)
article-body: বিশ্লেষকদের মতে, রাজনৈতিক মাঠে নতুন শক্তি হিসেবে দলটির অবস্থান স্পষ্ট হতে আরও সময় লাগবে। তবে তৃণমূল পর্যায়ে সংগঠন বিস্তারের কাজ চলছে বলে জানিয়েছেন দলীয় নেতারা। xyxy=(6,437,170,450)
article-body: দেশের সংখ্যালঘু ও ক্ষুদ্র জাতিসত্তার অধিকার রক্ষায় রাষ্ট্রকে আরও দায়িত্বশীল ভূমিকা পালন করতে হবে বলে মত দিয়েছেন বক্তারা। এক আলোচনা সভায় তারা বলেন, সব নাগরিকের সমান অধিকার নিশ্চিত করাই গণতন্ত্রের মূল ভিত্তি। xyxy=(179,323,333,341)
th-tender-id: Tender ID xyxy=(364,773,390,805)
article-body: ভোটারদের নিরাপত্তা নিশ্চিত করা, প্রশাসনের নিরপেক্ষ আচরণ এবং স্বচ্ছ ফলাফল প্রকাশ—এই তিনটি বিষয়ে কমিশনকে সর্বোচ্চ মনোযোগ দিতে হবে বলে মত দেন তারা। xyxy=(179,479,333,491)
article-body: প্রতারক চক্রের ফাঁদে পড়ে সর্বস্ব হারিয়েছেন অনেক পরিবার। ভুক্তভোগীরা জানান, বিদেশে চাকরি দেওয়ার কথা বলে তাদের কাছ থেকে মোটা অঙ্কের টাকা নেওয়া হয়েছিল। xyxy=(506,251,661,264)
article-body: বক্তারা আরও বলেন, ধর্মীয় সম্প্রীতি রক্ষায় সামাজিক সচেতনতা বাড়াতে হবে এবং যেকোনো সহিংসতার বিরুদ্ধে দ্রুত আইনি ব্যবস্থা নিতে হবে। xyxy=(179,310,333,322)
headline-ethnicity: জাতিসত্তা ও ধর্মীয় xyxy=(197,206,315,226)
article-body: প্রার্থী বাছাই ও আসন সমঝোতা নিয়ে জাতীয় নাগরিক পার্টির (এনসিপি) নেতাকর্মীদের মধ্যে ব্যাপক আলোচনা চলছে। দলটির শীর্ষ নেতারা বলছেন, তারা তরুণ ভোটারদের ওপর নির্ভর করে নির্বাচনে লড়বে। xyxy=(6,549,170,568)
article-body: ব্যস্ত এই মহাসড়কে প্রায়ই দুর্ঘটনা ঘটে। স্থানীয় প্রশাসন জানিয়েছে, বিষয়টি ঊর্ধ্বতন কর্তৃপক্ষকে জানানো হয়েছে এবং শিগগিরই ব্যবস্থা নেওয়া হবে। xyxy=(506,59,661,71)
article-subhead: প্রবাসী ভোটারদের জন্য ব্যবস্থা xyxy=(342,75,403,82)
article-body: দেশের সংখ্যালঘু ও ক্ষুদ্র জাতিসত্তার অধিকার রক্ষায় রাষ্ট্রকে আরও দায়িত্বশীল ভূমিকা পালন করতে হবে বলে মত দিয়েছেন বক্তারা। এক আলোচনা সভায় তারা বলেন, সব নাগরিকের সমান অধিকার নিশ্চিত করাই গণতন্ত্রের মূল ভিত্তি। xyxy=(179,261,333,279)
article-body: নির্বাচন কমিশনকে তার নিরপেক্ষতা কাজের মাধ্যমে প্রমাণ করতে হবে বলে মন্তব্য করেছেন রাজনৈতিক বিশ্লেষকরা। তারা বলছেন, সব দলের আস্থা অর্জন ছাড়া গ্রহণযোগ্য নির্বাচন সম্ভব নয়। xyxy=(179,398,333,417)
article-body: দেশের সামগ্রিক অর্থনীতির বিভিন্ন সূচকে এক ধরনের স্থবিরতা তৈরি হয়েছে বলে জানিয়েছেন অর্থনীতিবিদরা। বিনিয়োগ ও কর্মসংস্থানে এর প্রভাব স্পষ্ট। xyxy=(342,242,502,254)
signature-left xyxy=(349,956,424,1009)
article-body: ভোটারদের নিরাপত্তা নিশ্চিত করা, প্রশাসনের নিরপেক্ষ আচরণ এবং স্বচ্ছ ফলাফল প্রকাশ—এই তিনটি বিষয়ে কমিশনকে সর্বোচ্চ মনোযোগ দিতে হবে বলে মত দেন তারা। xyxy=(179,510,333,522)
office-email: email : eepat@rhd.gov.bd xyxy=(468,691,536,697)
